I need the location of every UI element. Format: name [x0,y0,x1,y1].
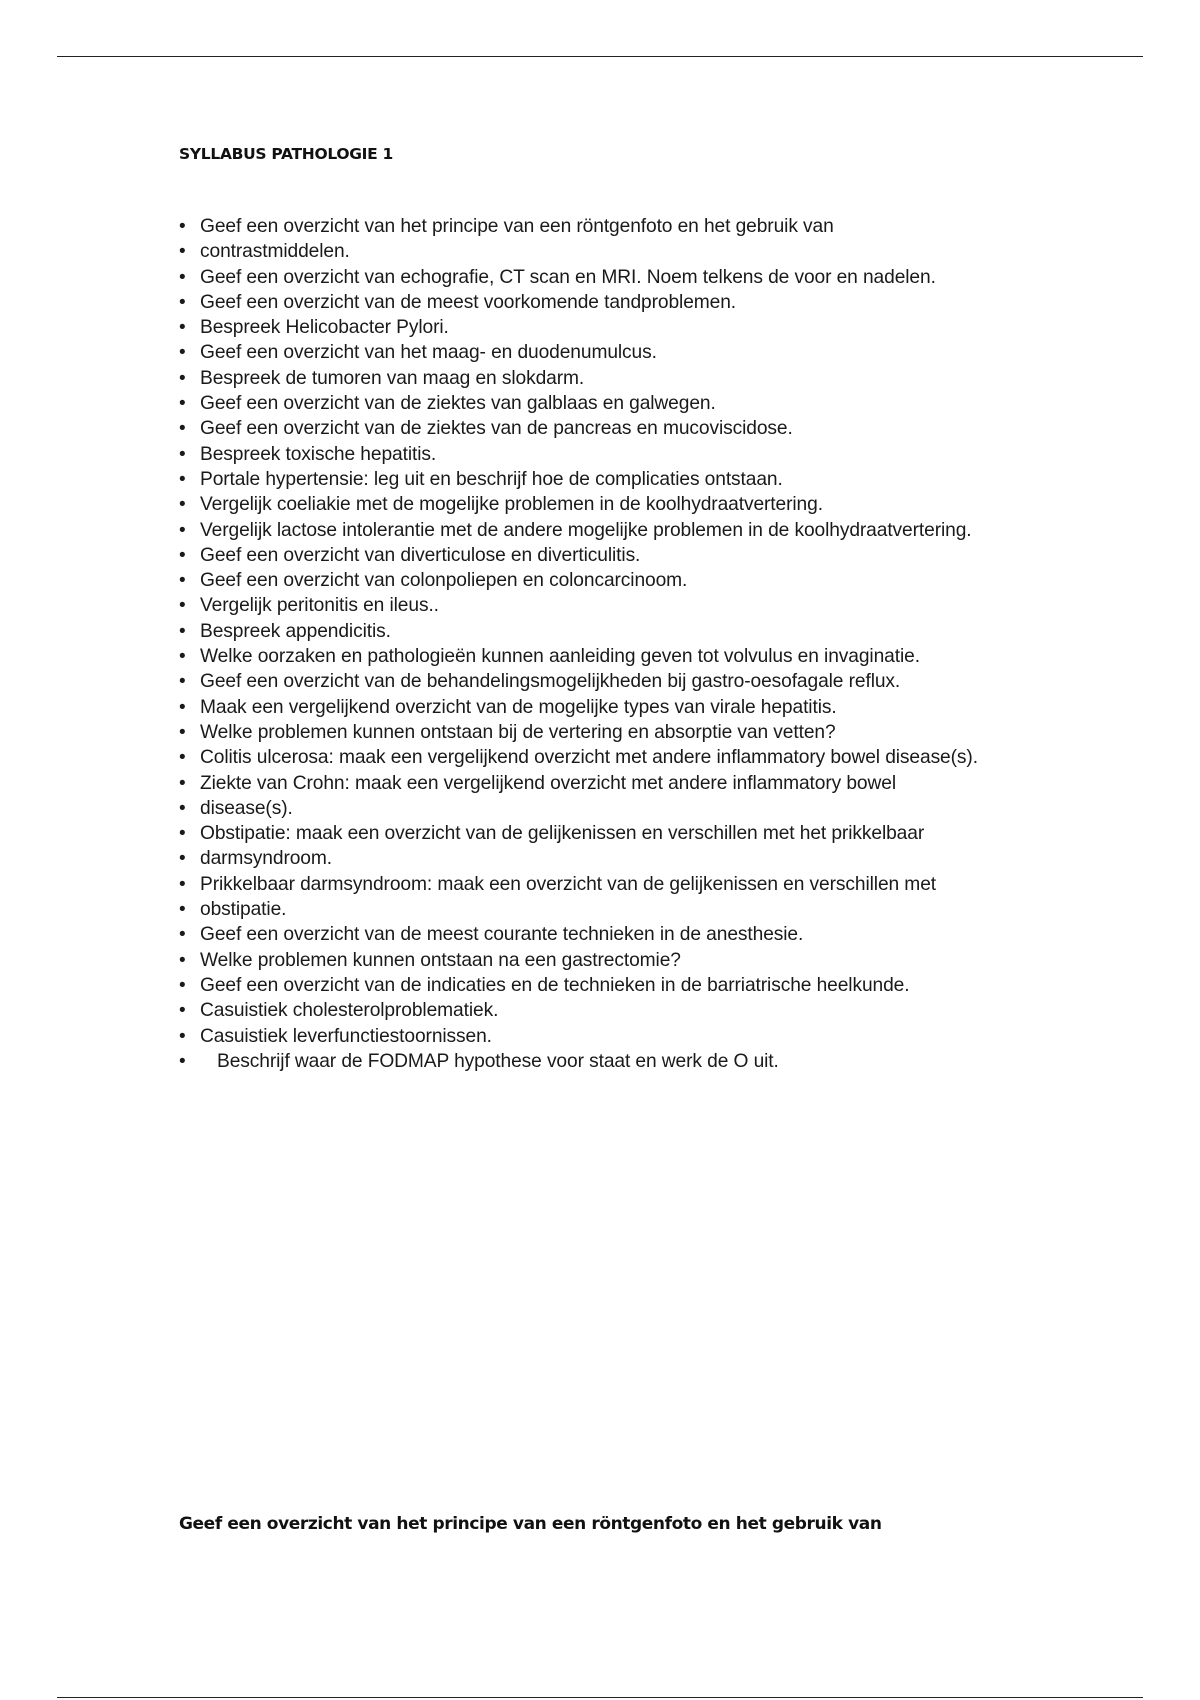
topic-item [179,1049,1059,1074]
bullet-icon: • [179,317,186,339]
topic-item [179,340,1059,365]
topic-item [179,442,1059,467]
topic-text: Casuistiek cholesterolproblematiek. [200,1000,499,1022]
topic-item [179,619,1059,644]
topic-item [179,593,1059,618]
bullet-icon: • [179,393,186,415]
topic-item [179,518,1059,543]
topic-item [179,745,1059,770]
topic-text: Geef een overzicht van diverticulose en diverticulitis. [200,544,641,566]
topic-text: Bespreek appendicitis. [200,620,391,642]
topic-item [179,214,1059,239]
topic-text: Geef een overzicht van het principe van een röntgenfoto en het gebruik van [200,216,834,237]
topic-item [179,720,1059,745]
topic-item [179,695,1059,720]
topic-text: Ziekte van Crohn: maak een vergelijkend overzicht met andere inflammatory bowel [200,772,896,794]
topic-item [179,366,1059,391]
bullet-icon: • [179,494,186,516]
topic-text: Prikkelbaar darmsyndroom: maak een overzicht van de gelijkenissen en verschillen met [200,873,936,895]
topic-text: Welke problemen kunnen ontstaan na een gastrectomie? [200,949,681,971]
document-title: SYLLABUS PATHOLOGIE 1 [179,145,394,163]
bullet-icon: • [179,241,186,263]
bullet-icon: • [179,519,186,541]
bullet-icon: • [179,873,186,895]
topic-item [179,644,1059,669]
topic-text: Vergelijk coeliakie met de mogelijke problemen in de koolhydraatvertering. [200,494,823,516]
topic-text: Bespreek de tumoren van maag en slokdarm. [200,367,585,389]
bullet-icon: • [179,646,186,668]
topic-item [179,669,1059,694]
topic-item [179,543,1059,568]
topic-item [179,948,1059,973]
topic-text: Vergelijk lactose intolerantie met de andere mogelijke problemen in de koolhydraatvertering. [200,519,972,541]
topic-text: Geef een overzicht van de indicaties en de technieken in de barriatrische heelkunde. [200,974,910,996]
topic-item [179,846,1059,871]
topic-item [179,897,1059,922]
bullet-icon: • [179,266,186,288]
topic-item [179,796,1059,821]
bullet-icon: • [179,468,186,490]
topic-item [179,315,1059,340]
bullet-icon: • [179,949,186,971]
topic-item [179,416,1059,441]
bullet-icon: • [179,1025,186,1047]
topic-text: Geef een overzicht van de behandelingsmogelijkheden bij gastro-oesofagale reflux. [200,671,901,693]
topic-text: Geef een overzicht van het maag- en duodenumulcus. [200,342,657,364]
bullet-icon: • [179,924,186,946]
bullet-icon: • [179,367,186,389]
topic-item [179,922,1059,947]
bullet-icon: • [179,721,186,743]
topic-item [179,821,1059,846]
bullet-icon: • [179,823,186,845]
bullet-icon: • [179,216,186,237]
bullet-icon: • [179,848,186,870]
topic-text: Colitis ulcerosa: maak een vergelijkend overzicht met andere inflammatory bowel disease(s). [200,747,978,769]
bullet-icon: • [179,696,186,718]
bullet-icon: • [179,291,186,313]
topic-item [179,492,1059,517]
topic-text: Maak een vergelijkend overzicht van de mogelijke types van virale hepatitis. [200,696,837,718]
topic-item [179,265,1059,290]
topic-text: Geef een overzicht van de meest voorkomende tandproblemen. [200,291,737,313]
bullet-icon: • [179,342,186,364]
topic-text: Welke problemen kunnen ontstaan bij de vertering en absorptie van vetten? [200,721,836,743]
bullet-icon: • [179,1000,186,1022]
topic-text: disease(s). [200,797,293,819]
topic-text: Geef een overzicht van de ziektes van de pancreas en mucoviscidose. [200,418,793,440]
bullet-icon: • [179,443,186,465]
bullet-icon: • [179,797,186,819]
topic-text: contrastmiddelen. [200,241,350,263]
topic-item [179,1024,1059,1049]
topic-text: Obstipatie: maak een overzicht van de gelijkenissen en verschillen met het prikkelbaar [200,823,925,845]
topic-item [179,872,1059,897]
topic-list [179,214,1059,1074]
bullet-icon: • [179,747,186,769]
topic-text: Geef een overzicht van echografie, CT scan en MRI. Noem telkens de voor en nadelen. [200,266,936,288]
topic-item [179,973,1059,998]
topic-item [179,771,1059,796]
topic-text: Geef een overzicht van colonpoliepen en coloncarcinoom. [200,570,688,592]
bullet-icon: • [179,595,186,617]
page-top-rule [57,56,1143,57]
topic-text: obstipatie. [200,899,287,921]
topic-text: Welke oorzaken en pathologieën kunnen aanleiding geven tot volvulus en invaginatie. [200,646,920,668]
topic-item [179,998,1059,1023]
topic-text: Casuistiek leverfunctiestoornissen. [200,1025,492,1047]
bullet-icon: • [179,1050,186,1072]
bullet-icon: • [179,620,186,642]
page-bottom-rule [57,1697,1143,1698]
topic-item [179,239,1059,264]
topic-text: Geef een overzicht van de ziektes van galblaas en galwegen. [200,393,716,415]
topic-item [179,467,1059,492]
topic-text: Bespreek Helicobacter Pylori. [200,317,449,339]
bullet-icon: • [179,570,186,592]
topic-item [179,290,1059,315]
topic-text: darmsyndroom. [200,848,332,870]
bullet-icon: • [179,671,186,693]
topic-text: Geef een overzicht van de meest courante technieken in de anesthesie. [200,924,804,946]
section-heading: Geef een overzicht van het principe van een röntgenfoto en het gebruik van [179,1514,882,1534]
topic-item [179,391,1059,416]
topic-item [179,568,1059,593]
bullet-icon: • [179,899,186,921]
topic-text: Beschrijf waar de FODMAP hypothese voor staat en werk de O uit. [217,1050,779,1072]
topic-text: Portale hypertensie: leg uit en beschrijf hoe de complicaties ontstaan. [200,468,783,490]
bullet-icon: • [179,418,186,440]
topic-text: Bespreek toxische hepatitis. [200,443,437,465]
bullet-icon: • [179,974,186,996]
topic-text: Vergelijk peritonitis en ileus.. [200,595,439,617]
bullet-icon: • [179,772,186,794]
bullet-icon: • [179,544,186,566]
